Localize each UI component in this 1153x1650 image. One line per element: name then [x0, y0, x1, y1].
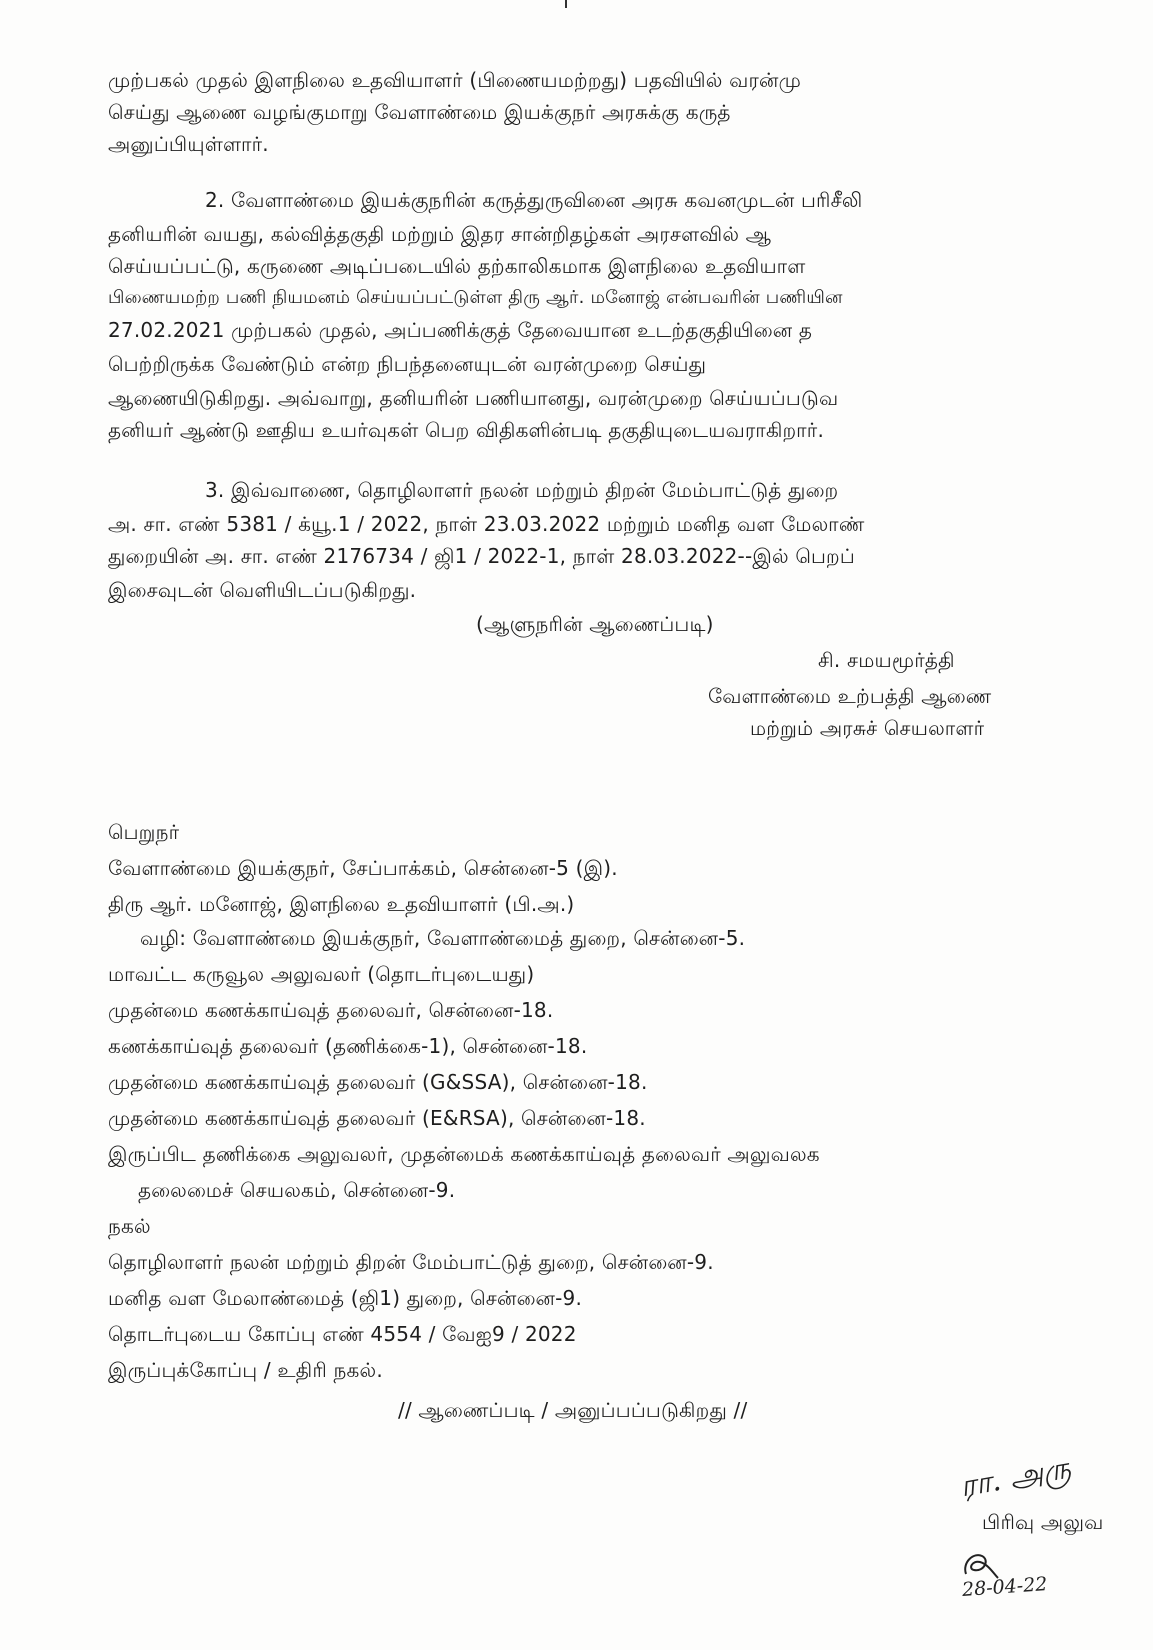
paragraph-line: அ. சா. எண் 5381 / க்யூ.1 / 2022, நாள் 23.03.2022 மற்றும் மனித வள மேலாண் — [108, 512, 865, 536]
paragraph-line: 27.02.2021 முற்பகல் முதல், அப்பணிக்குத் தேவையான உடற்தகுதியினை த — [108, 318, 813, 342]
paragraph-line: செய்யப்பட்டு, கருணை அடிப்படையில் தற்காலிகமாக இளநிலை உதவியாள — [108, 254, 806, 278]
paragraph-line: தனியர் ஆண்டு ஊதிய உயர்வுகள் பெற விதிகளின்படி தகுதியுடையவராகிறார். — [108, 418, 825, 442]
handwritten-signature: ரா. அரு — [957, 1450, 1074, 1505]
paragraph-line: துறையின் அ. சா. எண் 2176734 / ஜி1 / 2022-1, நாள் 28.03.2022--இல் பெறப் — [108, 544, 855, 568]
paragraph-line: ஆணையிடுகிறது. அவ்வாறு, தனியரின் பணியானது, வரன்முறை செய்யப்படுவ — [108, 386, 839, 410]
paragraph-line: முற்பகல் முதல் இளநிலை உதவியாளர் (பிணையமற்றது) பதவியில் வரன்மு — [108, 68, 801, 92]
recipient-item: வேளாண்மை இயக்குநர், சேப்பாக்கம், சென்னை-5 (இ). — [108, 856, 618, 880]
paragraph-line: இசைவுடன் வெளியிடப்படுகிறது. — [108, 578, 417, 602]
recipient-item: கணக்காய்வுத் தலைவர் (தணிக்கை-1), சென்னை-18. — [108, 1034, 588, 1058]
recipient-item: முதன்மை கணக்காய்வுத் தலைவர், சென்னை-18. — [108, 998, 554, 1022]
paragraph-line: பெற்றிருக்க வேண்டும் என்ற நிபந்தனையுடன் வரன்முறை செய்து — [108, 352, 707, 376]
top-mark — [565, 0, 567, 8]
recipient-item: இருப்பிட தணிக்கை அலுவலர், முதன்மைக் கணக்காய்வுத் தலைவர் அலுவலக — [108, 1142, 820, 1166]
section-officer-title: பிரிவு அலுவ — [982, 1510, 1104, 1534]
paragraph-line: அனுப்பியுள்ளார். — [108, 132, 269, 156]
recipient-item: தலைமைச் செயலகம், சென்னை-9. — [138, 1178, 456, 1202]
copy-item: தொழிலாளர் நலன் மற்றும் திறன் மேம்பாட்டுத் துறை, சென்னை-9. — [108, 1250, 714, 1274]
paragraph-line: செய்து ஆணை வழங்குமாறு வேளாண்மை இயக்குநர் அரசுக்கு கருத் — [108, 100, 731, 124]
paragraph-line: தனியரின் வயது, கல்வித்தகுதி மற்றும் இதர சான்றிதழ்கள் அரசளவில் ஆ — [108, 222, 772, 246]
recipient-item: முதன்மை கணக்காய்வுத் தலைவர் (G&SSA), சென்னை-18. — [108, 1070, 648, 1094]
copy-item: தொடர்புடைய கோப்பு எண் 4554 / வேஐ9 / 2022 — [108, 1322, 577, 1346]
copy-heading: நகல் — [108, 1214, 151, 1238]
recipient-item: வழி: வேளாண்மை இயக்குநர், வேளாண்மைத் துறை, சென்னை-5. — [140, 926, 746, 950]
copy-item: இருப்புக்கோப்பு / உதிரி நகல். — [108, 1358, 383, 1382]
handwritten-date: 28-04-22 — [961, 1573, 1049, 1601]
copy-item: மனித வள மேலாண்மைத் (ஜி1) துறை, சென்னை-9. — [108, 1286, 583, 1310]
paragraph-line: 2. வேளாண்மை இயக்குநரின் கருத்துருவினை அரசு கவனமுடன் பரிசீலி — [205, 188, 863, 212]
secretary-title: வேளாண்மை உற்பத்தி ஆணை — [708, 684, 992, 708]
recipient-item: திரு ஆர். மனோஜ், இளநிலை உதவியாளர் (பி.அ.) — [108, 892, 575, 916]
secretary-title: மற்றும் அரசுச் செயலாளர் — [750, 716, 985, 740]
recipient-item: முதன்மை கணக்காய்வுத் தலைவர் (E&RSA), சென்னை-18. — [108, 1106, 646, 1130]
paragraph-line: 3. இவ்வாணை, தொழிலாளர் நலன் மற்றும் திறன் மேம்பாட்டுத் துறை — [205, 478, 839, 502]
governor-order-line: (ஆளுநரின் ஆணைப்படி) — [476, 612, 714, 636]
paragraph-line: பிணையமற்ற பணி நியமனம் செய்யப்பட்டுள்ள திரு ஆர். மனோஜ் என்பவரின் பணியின — [108, 287, 843, 308]
forwarded-line: // ஆணைப்படி / அனுப்பப்படுகிறது // — [398, 1398, 748, 1422]
recipient-item: மாவட்ட கருவூல அலுவலர் (தொடர்புடையது) — [108, 962, 535, 986]
recipients-heading: பெறுநர் — [108, 820, 180, 844]
secretary-name: சி. சமயமூர்த்தி — [818, 648, 955, 672]
